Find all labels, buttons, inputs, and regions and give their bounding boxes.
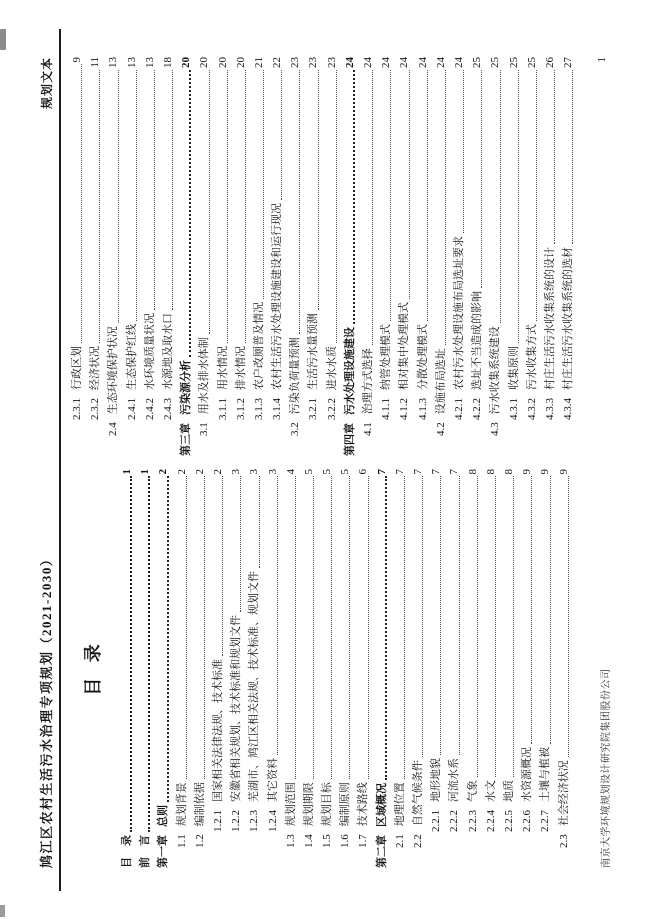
toc-entry-title: 经济状况 xyxy=(89,346,102,390)
scan-artifact-left xyxy=(0,905,5,917)
toc-entry-number: 3.1.2 xyxy=(234,398,247,420)
toc-entry xyxy=(318,469,336,868)
toc-entry-number: 4.2.1 xyxy=(452,398,465,420)
toc-entry xyxy=(482,469,500,868)
footer-company-name: 南京大学环境规划设计研究院集团股份公司 xyxy=(601,668,612,868)
toc-entry-number: 3.1.3 xyxy=(252,398,265,420)
toc-entry xyxy=(445,469,463,868)
toc-entry-title: 编制依据 xyxy=(193,782,206,827)
toc-entry-page: 24 xyxy=(434,57,447,68)
toc-entry-number: 2.2.2 xyxy=(448,810,461,832)
toc-entry-number: 2.2.3 xyxy=(466,810,479,832)
toc-entry xyxy=(245,469,263,868)
toc-entry-number: 4.1.1 xyxy=(380,398,393,420)
toc-entry xyxy=(86,57,104,456)
toc-entry-page: 7 xyxy=(430,469,443,475)
toc-leader-dots xyxy=(440,477,441,756)
toc-leader-dots xyxy=(481,70,482,288)
toc-entry-number: 2.3.1 xyxy=(71,398,83,420)
toc-entry-number: 目 录 xyxy=(121,835,133,868)
toc-entry-number: 1.2 xyxy=(193,834,206,848)
toc-entry-number: 3.1.4 xyxy=(271,398,284,420)
toc-entry-number: 第一章 xyxy=(157,835,170,868)
toc-entry-title: 选址不当造成的影响 xyxy=(471,291,484,390)
toc-entry-page: 22 xyxy=(271,57,284,68)
toc-entry xyxy=(391,469,409,868)
toc-leader-dots xyxy=(513,477,514,778)
toc-entry-page: 26 xyxy=(543,57,556,68)
toc-entry xyxy=(341,57,359,456)
toc-leader-dots xyxy=(259,477,260,569)
toc-entry-page: 5 xyxy=(302,469,315,475)
toc-entry-page: 7 xyxy=(448,469,461,475)
toc-leader-dots xyxy=(500,70,501,323)
toc-entry-number: 2.2.1 xyxy=(430,810,443,832)
toc-entry-number: 前 言 xyxy=(139,835,152,868)
toc-body xyxy=(68,57,577,868)
toc-entry-title: 水文 xyxy=(484,780,497,802)
toc-leader-dots xyxy=(422,477,423,758)
toc-leader-dots xyxy=(154,70,155,310)
footer-page-number: 1 xyxy=(596,57,608,63)
toc-entry xyxy=(559,57,577,456)
toc-leader-dots xyxy=(318,70,319,310)
toc-entry-title: 污水收集方式 xyxy=(525,324,538,390)
toc-entry-page: 24 xyxy=(343,57,356,68)
toc-entry-page: 24 xyxy=(416,57,429,68)
toc-leader-dots xyxy=(336,70,337,343)
toc-entry xyxy=(304,57,322,456)
toc-entry-page: 9 xyxy=(71,57,83,63)
toc-leader-dots xyxy=(550,477,551,745)
toc-entry-page: 18 xyxy=(161,57,174,68)
toc-entry-number: 3.1.1 xyxy=(216,398,229,420)
toc-entry xyxy=(191,469,209,868)
toc-leader-dots xyxy=(372,70,373,345)
toc-entry xyxy=(123,57,141,456)
toc-entry-title: 规划目标 xyxy=(321,782,334,827)
toc-entry-page: 7 xyxy=(393,469,406,475)
toc-entry-page: 8 xyxy=(502,469,515,475)
toc-leader-dots xyxy=(353,70,355,324)
toc-entry-title: 用水及排水体制 xyxy=(198,337,211,415)
toc-entry xyxy=(282,469,300,868)
toc-entry-page: 7 xyxy=(375,469,388,475)
toc-entry xyxy=(214,57,232,456)
toc-entry-number: 4.3.1 xyxy=(507,398,520,420)
toc-entry-page: 13 xyxy=(143,57,156,68)
toc-entry-title: 污染源分析 xyxy=(180,360,193,415)
toc-entry-number: 3.2 xyxy=(289,422,302,436)
toc-entry-number: 2.4 xyxy=(107,422,120,436)
toc-leader-dots xyxy=(245,70,246,343)
toc-entry-number: 第四章 xyxy=(343,423,356,456)
toc-entry-page: 11 xyxy=(89,57,102,68)
toc-entry xyxy=(395,57,413,456)
toc-leader-dots xyxy=(349,477,350,780)
toc-entry-number: 1.2.3 xyxy=(248,810,261,832)
toc-entry-title: 水环境质量状况 xyxy=(143,313,156,390)
toc-entry-page: 8 xyxy=(466,469,479,475)
toc-entry xyxy=(414,57,432,456)
toc-entry-title: 水源地及取水口 xyxy=(161,313,174,390)
toc-entry xyxy=(354,469,372,868)
toc-leader-dots xyxy=(240,477,241,613)
toc-entry xyxy=(68,57,86,456)
toc-entry xyxy=(136,469,154,868)
toc-entry-title: 生态环境保护状况 xyxy=(107,326,120,415)
toc-entry xyxy=(486,57,504,456)
toc-entry-page: 21 xyxy=(252,57,265,68)
toc-entry-page: 25 xyxy=(471,57,484,68)
toc-entry-title: 农村污水处理设施布局选址要求 xyxy=(452,236,465,390)
toc-leader-dots xyxy=(463,70,464,233)
toc-leader-dots xyxy=(409,70,410,299)
toc-entry-title: 进水水质 xyxy=(325,346,338,390)
toc-entry-title: 水资源概况 xyxy=(521,747,534,802)
toc-entry xyxy=(555,469,573,868)
toc-entries-left xyxy=(118,469,573,868)
toc-entry xyxy=(541,57,559,456)
toc-entry-title: 生态保护红线 xyxy=(125,324,138,390)
toc-entry-number: 2.4.2 xyxy=(143,398,156,420)
toc-entry-title: 污水处理设施建设 xyxy=(343,327,356,415)
toc-entry-number: 1.6 xyxy=(339,834,352,848)
toc-leader-dots xyxy=(459,477,460,756)
toc-entry-title: 行政区划 xyxy=(71,346,83,390)
toc-entries-right xyxy=(68,57,577,456)
toc-leader-dots xyxy=(130,477,132,833)
toc-entry-number: 第三章 xyxy=(180,423,193,456)
toc-entry xyxy=(336,469,354,868)
toc-entry-number: 1.2.4 xyxy=(266,810,279,832)
toc-entry-page: 9 xyxy=(539,469,552,475)
toc-entry-page: 24 xyxy=(452,57,465,68)
toc-entry-page: 6 xyxy=(357,469,370,475)
toc-leader-dots xyxy=(404,477,405,780)
toc-entry-page: 1 xyxy=(139,469,152,475)
toc-entry-number: 3.1 xyxy=(198,422,211,436)
toc-entry xyxy=(286,57,304,456)
toc-leader-dots xyxy=(331,477,332,780)
toc-entry xyxy=(177,57,195,456)
toc-leader-dots xyxy=(445,70,446,345)
toc-entry xyxy=(450,57,468,456)
toc-entry-page: 2 xyxy=(157,469,170,475)
toc-entry xyxy=(427,469,445,868)
toc-entry-page: 20 xyxy=(198,57,211,68)
toc-entry-title: 农户改厕普及情况 xyxy=(252,302,265,390)
toc-entry-number: 2.2 xyxy=(412,834,424,848)
toc-entry xyxy=(118,469,136,868)
toc-entry-page: 20 xyxy=(216,57,229,68)
toc-entry-number: 2.2.4 xyxy=(484,810,497,832)
toc-leader-dots xyxy=(295,477,296,780)
toc-leader-dots xyxy=(189,70,191,357)
toc-entry xyxy=(141,57,159,456)
toc-entry-number: 1.5 xyxy=(321,834,334,848)
toc-entry-page: 5 xyxy=(321,469,334,475)
toc-entry-number: 2.3 xyxy=(557,834,570,848)
toc-entry xyxy=(377,57,395,456)
toc-entry-page: 20 xyxy=(180,57,193,68)
toc-entry-page: 23 xyxy=(307,57,320,68)
toc-entry-title: 国家相关法律法规、技术标准 xyxy=(211,659,224,802)
page-header xyxy=(36,29,61,891)
toc-entry-number: 4.2.2 xyxy=(471,398,484,420)
toc-entry-title: 规划期限 xyxy=(302,782,315,827)
toc-entry-title: 农村生活污水处理设施建设和运行现况 xyxy=(271,203,284,390)
toc-leader-dots xyxy=(518,70,519,343)
toc-entry xyxy=(250,57,268,456)
toc-entry-page: 2 xyxy=(211,469,224,475)
toc-entry-title: 社会经济状况 xyxy=(557,760,570,827)
toc-entry-title: 规划背景 xyxy=(175,782,188,827)
toc-entry-title: 生活污水量预测 xyxy=(307,313,320,390)
toc-entry-page: 8 xyxy=(484,469,497,475)
toc-entry-page: 5 xyxy=(339,469,352,475)
toc-leader-dots xyxy=(572,70,573,244)
toc-entry xyxy=(159,57,177,456)
toc-leader-dots xyxy=(148,477,150,833)
toc-leader-dots xyxy=(186,477,187,780)
toc-entry-page: 25 xyxy=(525,57,538,68)
toc-entry-number: 4.3.3 xyxy=(543,398,556,420)
toc-leader-dots xyxy=(136,70,137,321)
toc-entry xyxy=(104,57,122,456)
toc-entry xyxy=(154,469,172,868)
toc-entry-page: 3 xyxy=(248,469,261,475)
toc-entry xyxy=(518,469,536,868)
toc-entry xyxy=(373,469,391,868)
toc-entry-page: 24 xyxy=(398,57,411,68)
toc-entry-page: 23 xyxy=(289,57,302,68)
toc-entry xyxy=(264,469,282,868)
toc-entry-page: 3 xyxy=(266,469,279,475)
toc-entry xyxy=(195,57,213,456)
toc-entry-number: 1.4 xyxy=(302,834,315,848)
toc-entry-number: 4.2 xyxy=(434,422,447,436)
toc-entry-title: 河流水系 xyxy=(448,758,461,802)
header-document-title: 鸠江区农村生活污水治理专项规划（2021-2030） xyxy=(39,551,54,868)
toc-leader-dots xyxy=(554,70,555,244)
toc-entry-title: 相对集中处理模式 xyxy=(398,302,411,390)
toc-entry-page: 2 xyxy=(175,469,188,475)
toc-entry-title: 技术路线 xyxy=(357,782,370,827)
toc-entry-title: 收集原则 xyxy=(507,346,520,390)
toc-title: 目 录 xyxy=(83,641,103,696)
toc-entry-page: 20 xyxy=(234,57,247,68)
toc-entry xyxy=(227,469,245,868)
toc-entry-title: 污水收集系统建设 xyxy=(489,326,502,415)
toc-entry-page: 24 xyxy=(362,57,374,68)
toc-leader-dots xyxy=(568,477,569,758)
toc-entry xyxy=(500,469,518,868)
toc-column-left xyxy=(68,469,577,868)
toc-entry-number: 2.2.5 xyxy=(502,810,515,832)
toc-entry-number: 1.2.2 xyxy=(230,810,243,832)
toc-entry-title: 规划范围 xyxy=(284,782,297,827)
toc-leader-dots xyxy=(368,477,369,780)
toc-leader-dots xyxy=(477,477,478,778)
toc-entry xyxy=(268,57,286,456)
toc-entry xyxy=(300,469,318,868)
toc-leader-dots xyxy=(167,477,169,803)
toc-entry-page: 7 xyxy=(412,469,424,475)
toc-entry-title: 污染负荷量预测 xyxy=(289,337,302,415)
toc-column-right xyxy=(68,57,577,456)
toc-entry-number: 2.2.6 xyxy=(521,810,534,832)
toc-entry-title: 区域概况 xyxy=(375,783,388,827)
toc-leader-dots xyxy=(531,477,532,745)
toc-entry-number: 2.3.2 xyxy=(89,398,102,420)
toc-leader-dots xyxy=(536,70,537,321)
toc-entry-number: 1.2.1 xyxy=(211,810,224,832)
toc-entry-title: 排水情况 xyxy=(234,346,247,390)
toc-entry-title: 用水情况 xyxy=(216,346,229,390)
toc-leader-dots xyxy=(277,477,278,756)
toc-entry xyxy=(232,57,250,456)
toc-leader-dots xyxy=(390,70,391,321)
toc-entry-number: 2.4.1 xyxy=(125,398,138,420)
toc-leader-dots xyxy=(385,477,387,781)
toc-leader-dots xyxy=(222,477,223,657)
toc-leader-dots xyxy=(495,477,496,778)
toc-entry-title: 治理方式选择 xyxy=(362,348,374,415)
toc-entry-number: 3.2.2 xyxy=(325,398,338,420)
toc-entry xyxy=(523,57,541,456)
toc-entry-title: 其它资料 xyxy=(266,758,279,802)
toc-leader-dots xyxy=(281,70,282,200)
toc-entry-page: 27 xyxy=(562,57,575,68)
toc-leader-dots xyxy=(299,70,300,334)
toc-entry xyxy=(409,469,427,868)
toc-leader-dots xyxy=(99,70,100,343)
toc-entry-page: 25 xyxy=(507,57,520,68)
toc-leader-dots xyxy=(427,70,428,321)
toc-entry-number: 4.1 xyxy=(362,422,374,436)
toc-entry-number: 2.2.7 xyxy=(539,810,552,832)
toc-entry-title: 编制原则 xyxy=(339,782,352,827)
toc-entry-number: 1.1 xyxy=(175,834,188,848)
toc-entry-title: 芜湖市、鸠江区相关法规、技术标准、规划文件 xyxy=(248,571,261,802)
toc-entry-number: 4.1.3 xyxy=(416,398,429,420)
toc-entry-number: 1.7 xyxy=(357,834,370,848)
toc-entry xyxy=(464,469,482,868)
toc-entry-title: 安徽省相关规划、技术标准和规划文件 xyxy=(230,615,243,802)
toc-leader-dots xyxy=(118,70,119,323)
toc-entry xyxy=(468,57,486,456)
scan-artifact-right xyxy=(0,29,6,50)
toc-entry-number: 1.3 xyxy=(284,834,297,848)
toc-entry-title: 分散处理模式 xyxy=(416,324,429,390)
toc-entry-number: 4.3.4 xyxy=(562,398,575,420)
toc-leader-dots xyxy=(172,70,173,310)
toc-entry-number: 4.3 xyxy=(489,422,502,436)
toc-entry-page: 25 xyxy=(489,57,502,68)
toc-entry-page: 13 xyxy=(125,57,138,68)
toc-entry-page: 4 xyxy=(284,469,297,475)
toc-entry-page: 9 xyxy=(521,469,534,475)
toc-entry xyxy=(432,57,450,456)
toc-entry-page: 3 xyxy=(230,469,243,475)
toc-entry-page: 24 xyxy=(380,57,393,68)
toc-leader-dots xyxy=(204,477,205,780)
toc-entry-page: 23 xyxy=(325,57,338,68)
toc-entry xyxy=(359,57,377,456)
toc-entry xyxy=(209,469,227,868)
toc-entry-number: 4.3.2 xyxy=(525,398,538,420)
toc-entry-number: 3.2.1 xyxy=(307,398,320,420)
toc-entry-number: 2.4.3 xyxy=(161,398,174,420)
toc-entry-page: 1 xyxy=(121,469,133,475)
toc-entry-title: 土壤与植被 xyxy=(539,747,552,802)
toc-entry-title: 地形地貌 xyxy=(430,758,443,802)
toc-entry-page: 13 xyxy=(107,57,120,68)
toc-entry-page: 9 xyxy=(557,469,570,475)
toc-entry xyxy=(173,469,191,868)
toc-entry-title: 地质 xyxy=(502,780,515,802)
toc-entry-title: 设施布局选址 xyxy=(434,348,447,415)
toc-entry-number: 2.1 xyxy=(393,834,406,848)
toc-entry-title: 自然气候条件 xyxy=(412,760,424,827)
header-document-type: 规划文本 xyxy=(40,57,54,110)
toc-leader-dots xyxy=(81,65,82,344)
toc-entry-title: 纳管处理模式 xyxy=(380,324,393,390)
toc-entry-title: 总则 xyxy=(157,805,170,827)
toc-entry-number: 4.1.2 xyxy=(398,398,411,420)
toc-leader-dots xyxy=(209,70,210,334)
toc-leader-dots xyxy=(313,477,314,780)
toc-entry xyxy=(536,469,554,868)
toc-entry-page: 2 xyxy=(193,469,206,475)
toc-entry-title: 气象 xyxy=(466,780,479,802)
toc-entry xyxy=(505,57,523,456)
toc-entry-title: 村庄生活污水收集系统的选材 xyxy=(562,247,575,390)
toc-entry-title: 村庄生活污水收集系统的设计 xyxy=(543,247,556,390)
toc-leader-dots xyxy=(263,70,264,299)
toc-entry xyxy=(323,57,341,456)
toc-leader-dots xyxy=(227,70,228,343)
toc-entry-title: 地理位置 xyxy=(393,782,406,827)
toc-entry-number: 第二章 xyxy=(375,835,388,868)
